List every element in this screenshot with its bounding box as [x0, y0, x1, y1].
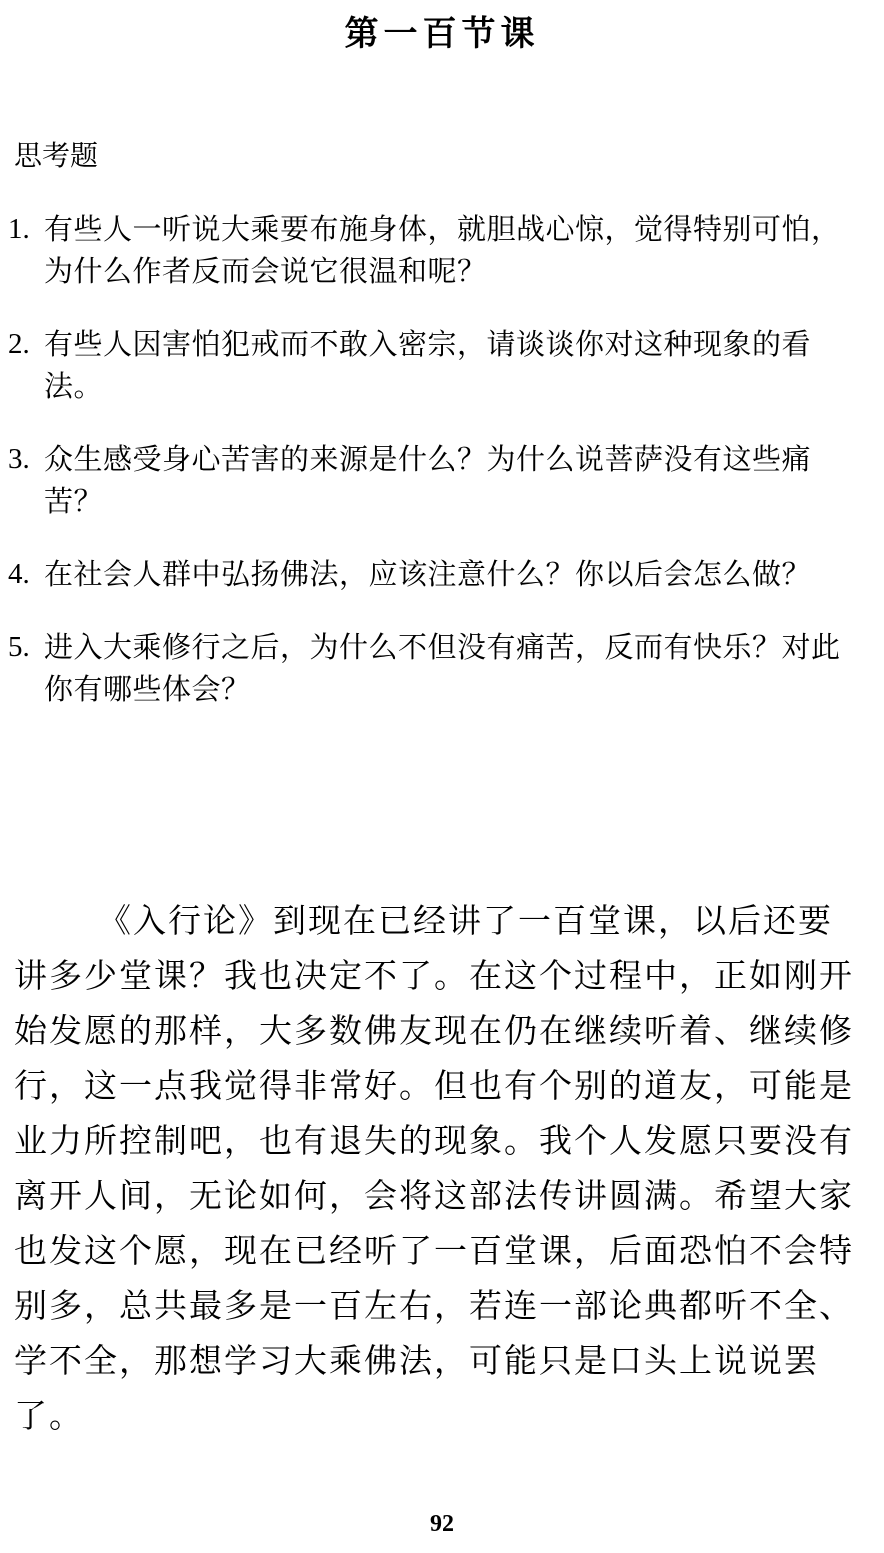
- question-number: 2.: [8, 328, 30, 360]
- question-text: 有些人一听说大乘要布施身体，就胆战心惊，觉得特别可怕，为什么作者反而会说它很温和呢？: [44, 212, 841, 288]
- question-text: 有些人因害怕犯戒而不敢入密宗，请谈谈你对这种现象的看法。: [44, 327, 812, 403]
- question-item: [8, 323, 868, 407]
- question-item: [8, 438, 868, 522]
- question-number: 5.: [8, 631, 30, 663]
- question-text: 在社会人群中弘扬佛法，应该注意什么？你以后会怎么做？: [44, 557, 812, 591]
- question-list: [8, 208, 868, 741]
- question-item: [8, 626, 868, 710]
- question-number: 1.: [8, 213, 30, 245]
- question-number: 3.: [8, 443, 30, 475]
- section-heading: 思考题: [14, 139, 99, 172]
- question-text: 众生感受身心苦害的来源是什么？为什么说菩萨没有这些痛苦？: [44, 442, 812, 518]
- question-item: [8, 553, 868, 595]
- question-text: 进入大乘修行之后，为什么不但没有痛苦，反而有快乐？对此你有哪些体会？: [44, 630, 841, 706]
- page-number: 92: [430, 1511, 454, 1537]
- page-title: 第一百节课: [344, 14, 540, 54]
- question-item: [8, 208, 868, 292]
- body-paragraph: 《入行论》到现在已经讲了一百堂课，以后还要讲多少堂课？我也决定不了。在这个过程中，正如刚开始发愿的那样，大多数佛友现在仍在继续听着、继续修行，这一点我觉得非常好。但也有个别的道友，可能是业力所控制吧，也有退失的现象。我个人发愿只要没有离开人间，无论如何，会将这部法传讲圆满。希望大家也发这个愿，现在已经听了一百堂课，后面恐怕不会特别多，总共最多是一百左右，若连一部论典都听不全、学不全，那想学习大乘佛法，可能只是口头上说说罢了。: [14, 901, 854, 1435]
- question-number: 4.: [8, 558, 30, 590]
